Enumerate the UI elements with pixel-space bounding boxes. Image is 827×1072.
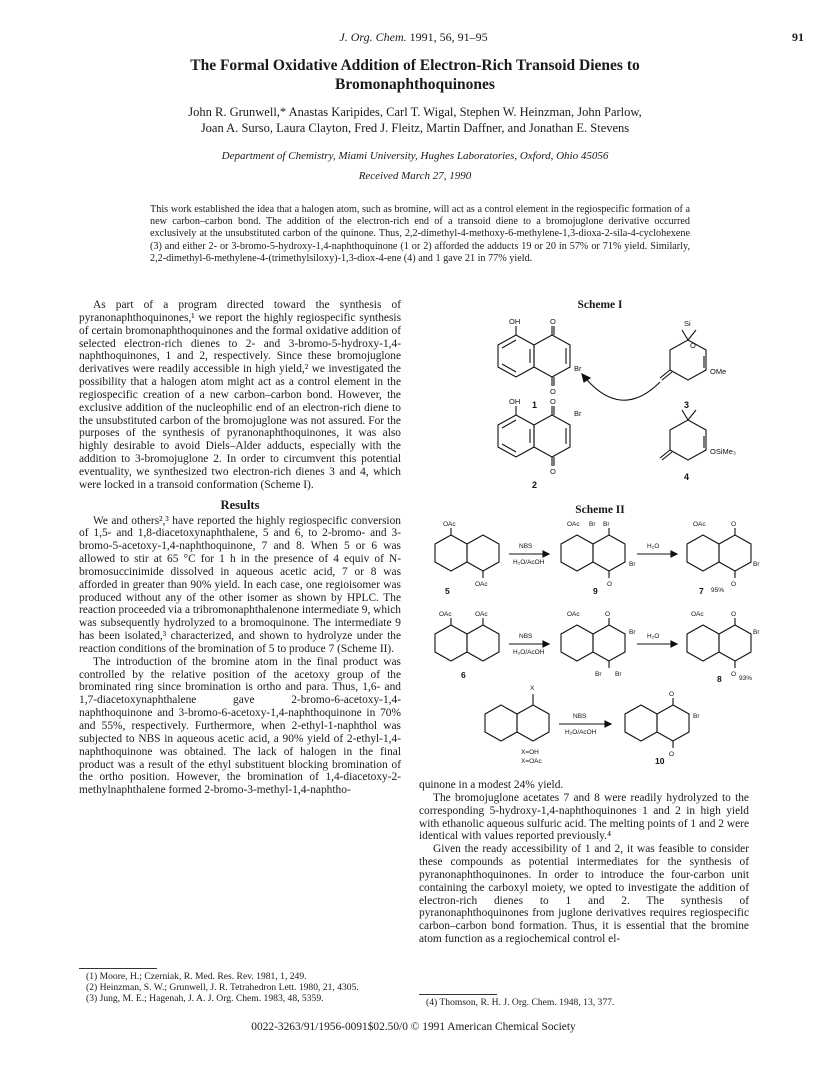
journal-volume: 1991, 56, 91–95 xyxy=(406,30,488,44)
author-list xyxy=(90,104,740,136)
affiliation: Department of Chemistry, Miami University, Hughes Laboratories, Oxford, Ohio 45056 xyxy=(221,150,609,162)
scheme-1-oh-label-a: OH xyxy=(509,317,521,326)
compound-5-structure xyxy=(435,528,499,578)
c5-oac-label-b: OAc xyxy=(475,581,488,588)
compound-8-number: 8 xyxy=(717,674,722,684)
c8-oac-label: OAc xyxy=(691,611,704,618)
scheme-1-br-label-a: Br xyxy=(574,364,582,373)
footnote-4: (4) Thomson, R. H. J. Org. Chem. 1948, 13, 377. xyxy=(426,997,615,1008)
scheme-1-o-label-e: O xyxy=(550,467,556,476)
c9-br-label-b: Br xyxy=(603,521,610,528)
compound-10-number: 10 xyxy=(655,756,665,766)
row-2-br-label-b: Br xyxy=(595,671,602,678)
results-heading: Results xyxy=(220,497,260,512)
page-number: 91 xyxy=(792,30,804,44)
row-2-solvent: H₂O/AcOH xyxy=(513,649,545,656)
footnote-3: (3) Jung, M. E.; Hagenah, J. A. J. Org. Chem. 1983, 48, 5359. xyxy=(86,993,324,1005)
copyright-line: 0022-3263/91/1956-0091$02.50/0 © 1991 American Chemical Society xyxy=(251,1021,576,1033)
c7-br-label: Br xyxy=(753,561,760,568)
scheme-1-br-label-b: Br xyxy=(574,409,582,418)
c10-o-label-b: O xyxy=(669,751,675,758)
abstract: This work established the idea that a halogen atom, such as bromine, will act as a control element in the regiospecific formation of a new carbon–carbon bond. The addition of the electron-rich end of a transoid diene to a bromojuglone derivative occurred exclusively at the unsubstituted carbon of the quinone. Thus, 2,2-dimethyl-4-methoxy-6-methylene-1,3-dioxa-2-sila-4-cyclohexene (3) and either 2- or 3-bromo-5-hydroxy-1,4-naphthoquinone (1 or 2) afforded the adducts 19 or 20 in 57% or 71% yield. Similarly, 2,2-dimethyl-6-methylene-4-(trimethylsiloxy)-1,3-diox-4-ene (4) and 1 gave 21 in 77% yield. xyxy=(150,204,690,264)
c6-oac-label-b: OAc xyxy=(475,611,488,618)
compound-9-number: 9 xyxy=(593,586,598,596)
row-2-h2o: H₂O xyxy=(647,633,660,640)
article-title xyxy=(90,56,740,94)
c8-br-label: Br xyxy=(753,629,760,636)
row-3-x-oh: X=OH xyxy=(521,749,539,756)
scheme-1-o-label-a: O xyxy=(550,317,556,326)
scheme-1-title: Scheme I xyxy=(577,299,623,311)
compound-6-structure xyxy=(435,618,499,661)
row-2-oac-label: OAc xyxy=(567,611,580,618)
c8-o-label-b: O xyxy=(731,671,737,678)
row-3-solvent: H₂O/AcOH xyxy=(565,729,597,736)
compound-4-structure xyxy=(660,410,706,460)
compound-1-structure xyxy=(498,326,570,386)
row-2-br-label-a: Br xyxy=(629,629,636,636)
c6-oac-label-a: OAc xyxy=(439,611,452,618)
row-2-nbs: NBS xyxy=(519,633,533,640)
row-1-h2o: H₂O xyxy=(647,543,660,550)
compound-3-number: 3 xyxy=(684,400,690,410)
row-2-intermediate-structure xyxy=(561,618,625,668)
compound-7-number: 7 xyxy=(699,586,704,596)
compound-1-number: 1 xyxy=(532,400,538,410)
scheme-1-o-label-c: O xyxy=(690,341,696,350)
c8-o-label-a: O xyxy=(731,611,737,618)
journal-name: J. Org. Chem. xyxy=(339,30,407,44)
c9-oac-label: OAc xyxy=(567,521,580,528)
footnote-2: (2) Heinzman, S. W.; Grunwell, J. R. Tetrahedron Lett. 1980, 21, 4305. xyxy=(86,982,359,994)
row-1-solvent: H₂O/AcOH xyxy=(513,559,545,566)
footnotes-right xyxy=(426,997,746,1008)
authors-line-1: John R. Grunwell,* Anastas Karipides, Carl T. Wigal, Stephen W. Heinzman, John Parlow, xyxy=(188,105,642,119)
c7-oac-label: OAc xyxy=(693,521,706,528)
scheme-1-si-label: Si xyxy=(684,319,691,328)
received-date: Received March 27, 1990 xyxy=(358,170,472,182)
c10-br-label: Br xyxy=(693,713,700,720)
compound-4-number: 4 xyxy=(684,472,690,482)
right-paragraph-2: The bromojuglone acetates 7 and 8 were readily hydrolyzed to the corresponding 5-hydroxy-1,4-naphthoquinones 1 and 2 in high yield with ethanolic aqueous sulfuric acid. The melting points of 1 and 2 were identical with values reported previously.⁴ xyxy=(419,791,749,843)
compound-10-structure xyxy=(625,698,689,748)
scheme-1-diagram xyxy=(470,312,770,492)
c9-br-label-a: Br xyxy=(589,521,596,528)
compound-2-number: 2 xyxy=(532,480,538,490)
yield-8: 93% xyxy=(739,675,753,682)
row-3-x-label: X xyxy=(530,685,535,692)
scheme-1-ome-label: OMe xyxy=(710,367,727,376)
scheme-2-title: Scheme II xyxy=(575,504,625,516)
authors-line-2: Joan A. Surso, Laura Clayton, Fred J. Fleitz, Martin Daffner, and Jonathan E. Stevens xyxy=(200,121,630,135)
journal-header xyxy=(0,30,827,45)
footnote-rule-left xyxy=(79,968,157,969)
compound-5-number: 5 xyxy=(445,586,450,596)
footnotes-left xyxy=(86,971,406,1005)
scheme-2-diagram xyxy=(425,518,765,774)
scheme-1-osime3-label: OSiMe₃ xyxy=(710,447,736,456)
right-paragraph-3: Given the ready accessibility of 1 and 2, it was feasible to consider these compounds as potential intermediates for the synthesis of pyranonaphthoquinones. In order to introduce the four-carbon unit containing the carboxyl moiety, we opted to investigate the addition of electron-rich dienes to 1 and 2. The synthesis of pyranonaphthoquinones from juglone derivatives requires regiospecific carbon–carbon bond formation. Thus, it is essential that the bromine atom function as a regiochemical control el- xyxy=(419,843,749,946)
compound-9-structure xyxy=(561,528,625,578)
row-2-br-label-c: Br xyxy=(615,671,622,678)
c7-o-label-a: O xyxy=(731,521,737,528)
compound-2-structure xyxy=(498,406,570,466)
compound-3-structure xyxy=(660,330,706,380)
footnote-rule-right xyxy=(419,994,497,995)
c7-o-label-b: O xyxy=(731,581,737,588)
results-paragraph-2: The introduction of the bromine atom in the final product was controlled by the relative position of the acetoxy group of the brominated ring since bromination is ortho and para. Thus, 1,6- and 1,7-diacetoxynaphthalene gave 2-bromo-6-acetoxy-1,4-naphthoquinone and 3-bromo-6-acetoxy-1,4-naphthoquinone in 70% and 55%, respectively. Furthermore, when 2-ethyl-1-naphthol was subjected to NBS in aqueous acetic acid, a 90% yield of 2-ethyl-1,4-naphthoquinone was obtained. The lack of halogen in the final product was a result of the ethyl substituent blocking bromination of the ortho position. However, the bromination of 1,4-diacetoxy-2-methylnaphthalene formed 2-bromo-3-methyl-1,4-naphtho- xyxy=(79,655,401,797)
scheme-1-o-label-b: O xyxy=(550,387,556,396)
yield-7: 95% xyxy=(711,587,725,594)
naphthalene-x-structure xyxy=(485,694,549,741)
scheme-1-addition-arrow xyxy=(582,374,660,400)
c5-oac-label: OAc xyxy=(443,521,456,528)
c9-o-label: O xyxy=(607,581,613,588)
title-line-1: The Formal Oxidative Addition of Electron-Rich Transoid Dienes to xyxy=(190,57,640,74)
row-2-o-label: O xyxy=(605,611,611,618)
row-3-nbs: NBS xyxy=(573,713,587,720)
row-1-nbs: NBS xyxy=(519,543,533,550)
footnote-1: (1) Moore, H.; Czerniak, R. Med. Res. Rev. 1981, 1, 249. xyxy=(86,971,307,982)
left-column xyxy=(79,299,401,797)
scheme-1-o-label-d: O xyxy=(550,397,556,406)
c10-o-label-a: O xyxy=(669,691,675,698)
right-paragraph-continuation: quinone in a modest 24% yield. xyxy=(419,779,564,791)
c9-br-label-c: Br xyxy=(629,561,636,568)
scheme-1-oh-label-b: OH xyxy=(509,397,521,406)
compound-8-structure xyxy=(687,618,751,668)
row-3-x-oac: X=OAc xyxy=(521,758,542,765)
compound-7-structure xyxy=(687,528,751,578)
right-column xyxy=(419,779,749,946)
intro-paragraph: As part of a program directed toward the synthesis of pyranonaphthoquinones,¹ we report the highly regiospecific synthesis of certain bromonaphthoquinones and the formal oxidative addition of selected electron-rich dienes to 2- and 3-bromo-5-hydroxy-1,4-naphthoquinones, 1 and 2, respectively. Since these bromojuglone derivatives were readily accessible in high yield,² we investigated the possibility that a halogen atom might act as a control element in the regiospecific creation of a new carbon–carbon bond. However, the exclusive addition of the nucleophilic end of an electron-rich diene to the unsubstituted carbon of the bromojuglone was not assured. For the purposes of the synthesis of pyranonaphthoquinones, it was also highly desirable to avoid Diels–Alder adducts, especially with the addition to 3-bromojuglone 2. In order to circumvent this potential eventuality, we synthesized two electron-rich dienes 3 and 4, which were locked in a transoid conformation (Scheme I). xyxy=(79,299,401,491)
compound-6-number: 6 xyxy=(461,670,466,680)
results-paragraph-1: We and others²,³ have reported the highly regiospecific conversion of 1,5- and 1,8-diacetoxynaphthalene, 5 and 6, to 2-bromo- and 3-bromo-5-acetoxy-1,4-naphthoquinone, 7 and 8. When 5 or 6 was allowed to stir at 65 °C for 1 h in the presence of 4 equiv of N-bromosuccinimide dissolved in aqueous acetic acid, 7 or 8 was afforded in greater than 90% yield. In each case, one regioisomer was produced without any of the other isomer as shown by HPLC. The reaction proceeded via a tribromonaphthalenone intermediate 9, which was subsequently hydrolyzed to a bromoquinone. The intermediate 9 has been isolated,³ characterized, and shown to hydrolyze under the reaction conditions of the bromination of 5 to produce 7 (Scheme II). xyxy=(79,514,401,655)
title-line-2: Bromonaphthoquinones xyxy=(335,76,495,93)
